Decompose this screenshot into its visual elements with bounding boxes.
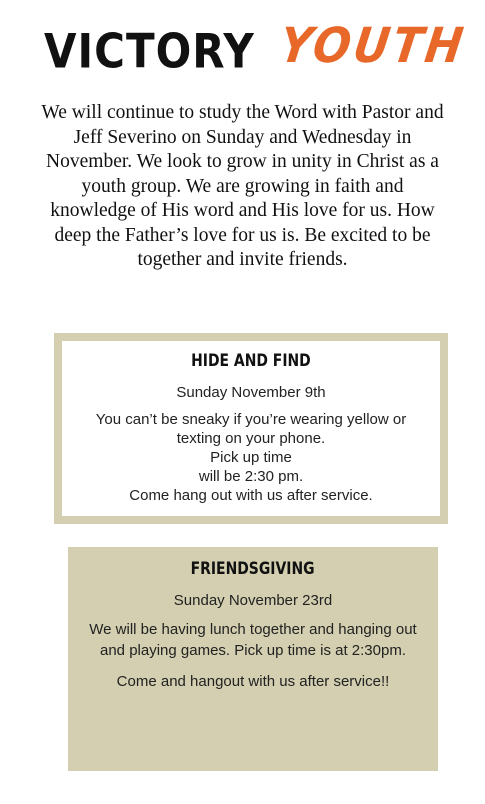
event-date: Sunday November 9th (176, 384, 326, 401)
event-title: FRIENDSGIVING (191, 559, 315, 579)
intro-paragraph: We will continue to study the Word with Pastor and Jeff Severino on Sunday and Wednesday in November. We look to grow in unity in Christ as a youth group. We are growing in faith and knowledge of His word and His love for us. How deep the Father’s love for us is. Be excited to be together and invite friends. (41, 102, 444, 270)
event-description-line: Pick up time (210, 449, 292, 466)
event-card-inner (62, 341, 440, 516)
event-date: Sunday November 23rd (173, 592, 333, 609)
event-card-hide-and-find (54, 333, 448, 524)
event-description: We will be having lunch together and hanging out and playing games. Pick up time is at 2:30pm. (89, 621, 417, 659)
logo-youth-text: YOUTH (276, 18, 470, 75)
event-title: HIDE AND FIND (191, 351, 311, 371)
victory-youth-logo (44, 14, 470, 84)
event-description-line: will be 2:30 pm. (198, 468, 304, 485)
event-description (62, 410, 440, 505)
event-footer: Come and hangout with us after service!! (116, 673, 390, 690)
event-description-line: You can’t be sneaky if you’re wearing yellow or texting on your phone. (95, 411, 407, 447)
event-description-line: Come hang out with us after service. (129, 487, 373, 504)
event-card-friendsgiving (68, 547, 438, 771)
logo-victory-text: VICTORY (44, 24, 255, 79)
